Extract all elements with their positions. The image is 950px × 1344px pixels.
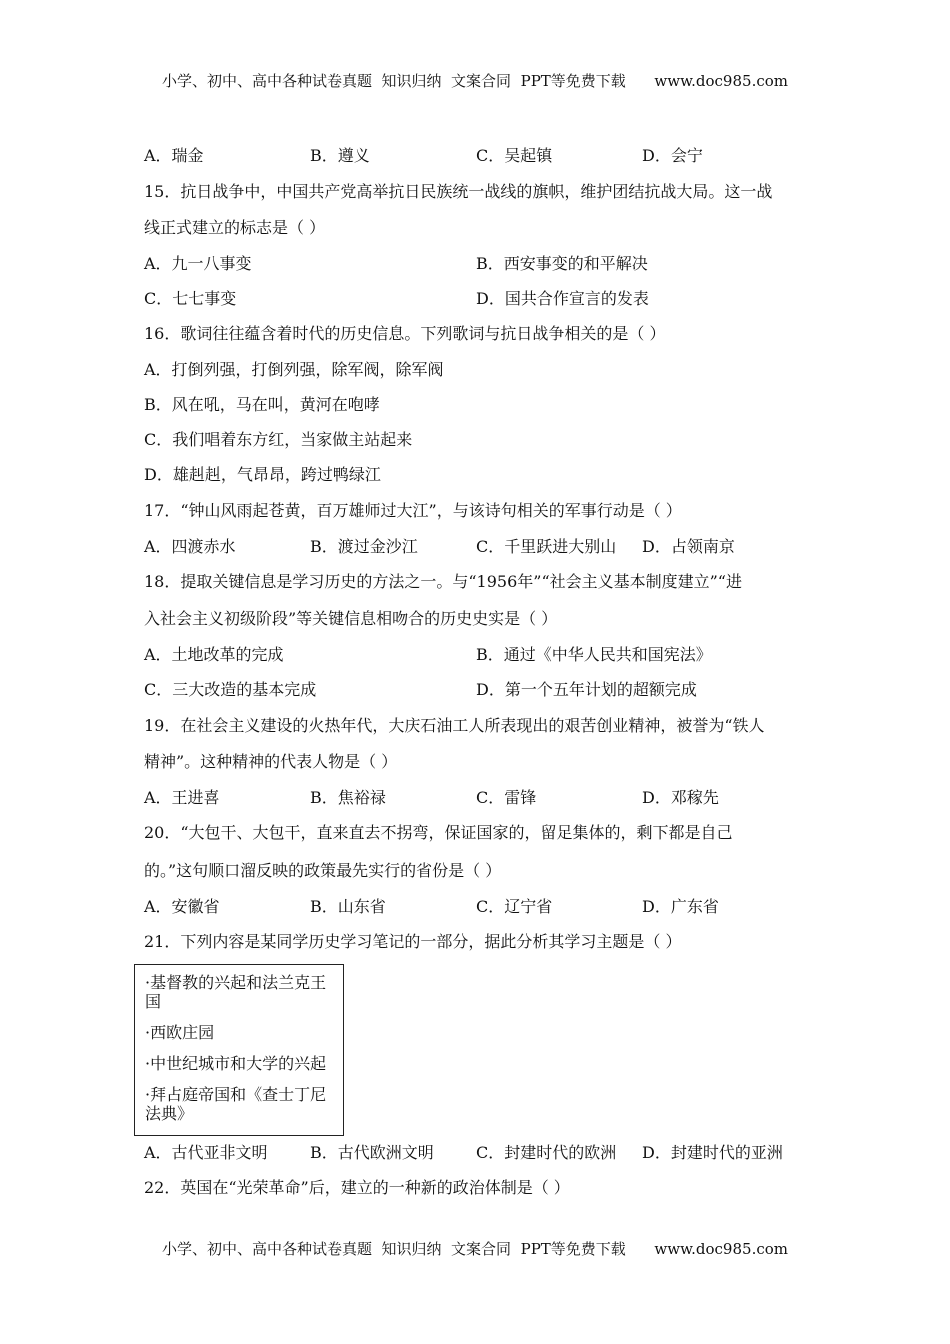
- q14-option-b: B．遵义: [310, 146, 370, 165]
- q18-stem-line2: 入社会主义初级阶段”等关键信息相吻合的历史史实是（ ）: [144, 609, 558, 628]
- q15-option-a: A．九一八事变: [144, 254, 252, 273]
- note-item: ·拜占庭帝国和《查士丁尼法典》: [145, 1085, 327, 1123]
- q17-option-b: B．渡过金沙江: [310, 537, 418, 556]
- q21-option-a: A．古代亚非文明: [144, 1143, 268, 1162]
- q20-option-a: A．安徽省: [144, 897, 220, 916]
- page-header: 小学、初中、高中各种试卷真题 知识归纳 文案合同 PPT等免费下载 www.doc985.com: [161, 72, 788, 90]
- q19-option-c: C．雷锋: [476, 788, 537, 807]
- q17-option-d: D．占领南京: [642, 537, 735, 556]
- q18-stem-line1: 18．提取关键信息是学习历史的方法之一。与“1956年”“社会主义基本制度建立”“进: [144, 572, 742, 591]
- q21-option-c: C．封建时代的欧洲: [476, 1143, 617, 1162]
- q20-option-c: C．辽宁省: [476, 897, 553, 916]
- q15-option-b: B．西安事变的和平解决: [476, 254, 648, 273]
- q21-option-d: D．封建时代的亚洲: [642, 1143, 783, 1162]
- q19-option-d: D．邓稼先: [642, 788, 719, 807]
- q14-option-c: C．吴起镇: [476, 146, 553, 165]
- q15-option-c: C．七七事变: [144, 289, 237, 308]
- note-item: ·基督教的兴起和法兰克王国: [145, 973, 327, 1011]
- q20-stem-line1: 20．“大包干、大包干，直来直去不拐弯，保证国家的，留足集体的，剩下都是自己: [144, 823, 733, 842]
- note-item: ·中世纪城市和大学的兴起: [145, 1054, 327, 1073]
- q15-stem-line2: 线正式建立的标志是（ ）: [144, 218, 326, 237]
- q19-stem-line1: 19．在社会主义建设的火热年代，大庆石油工人所表现出的艰苦创业精神，被誉为“铁人: [144, 716, 765, 735]
- q18-option-b: B．通过《中华人民共和国宪法》: [476, 645, 712, 664]
- q20-option-b: B．山东省: [310, 897, 386, 916]
- q14-option-a: A．瑞金: [144, 146, 204, 165]
- q17-option-c: C．千里跃进大别山: [476, 537, 617, 556]
- q16-stem: 16．歌词往往蕴含着时代的历史信息。下列歌词与抗日战争相关的是（ ）: [144, 324, 666, 343]
- page-footer: 小学、初中、高中各种试卷真题 知识归纳 文案合同 PPT等免费下载 www.doc985.com: [161, 1240, 788, 1258]
- q19-option-a: A．王进喜: [144, 788, 220, 807]
- q15-stem-line1: 15．抗日战争中，中国共产党高举抗日民族统一战线的旗帜，维护团结抗战大局。这一战: [144, 182, 773, 201]
- q20-stem-line2: 的。”这句顺口溜反映的政策最先实行的省份是（ ）: [144, 861, 502, 880]
- q16-option-b: B．风在吼，马在叫，黄河在咆哮: [144, 395, 380, 414]
- q16-option-a: A．打倒列强，打倒列强，除军阀，除军阀: [144, 360, 444, 379]
- study-notes-box: [134, 964, 344, 1136]
- q20-option-d: D．广东省: [642, 897, 719, 916]
- q15-option-d: D．国共合作宣言的发表: [476, 289, 649, 308]
- q21-option-b: B．古代欧洲文明: [310, 1143, 434, 1162]
- q14-option-d: D．会宁: [642, 146, 703, 165]
- q16-option-c: C．我们唱着东方红，当家做主站起来: [144, 430, 413, 449]
- q17-option-a: A．四渡赤水: [144, 537, 236, 556]
- q22-stem: 22．英国在“光荣革命”后，建立的一种新的政治体制是（ ）: [144, 1178, 570, 1197]
- q19-stem-line2: 精神”。这种精神的代表人物是（ ）: [144, 752, 398, 771]
- q21-stem: 21．下列内容是某同学历史学习笔记的一部分，据此分析其学习主题是（ ）: [144, 932, 682, 951]
- q16-option-d: D．雄赳赳，气昂昂，跨过鸭绿江: [144, 465, 381, 484]
- q18-option-c: C．三大改造的基本完成: [144, 680, 317, 699]
- q19-option-b: B．焦裕禄: [310, 788, 386, 807]
- q18-option-a: A．土地改革的完成: [144, 645, 284, 664]
- q17-stem: 17．“钟山风雨起苍黄，百万雄师过大江”，与该诗句相关的军事行动是（ ）: [144, 501, 682, 520]
- q18-option-d: D．第一个五年计划的超额完成: [476, 680, 697, 699]
- note-item: ·西欧庄园: [145, 1023, 215, 1042]
